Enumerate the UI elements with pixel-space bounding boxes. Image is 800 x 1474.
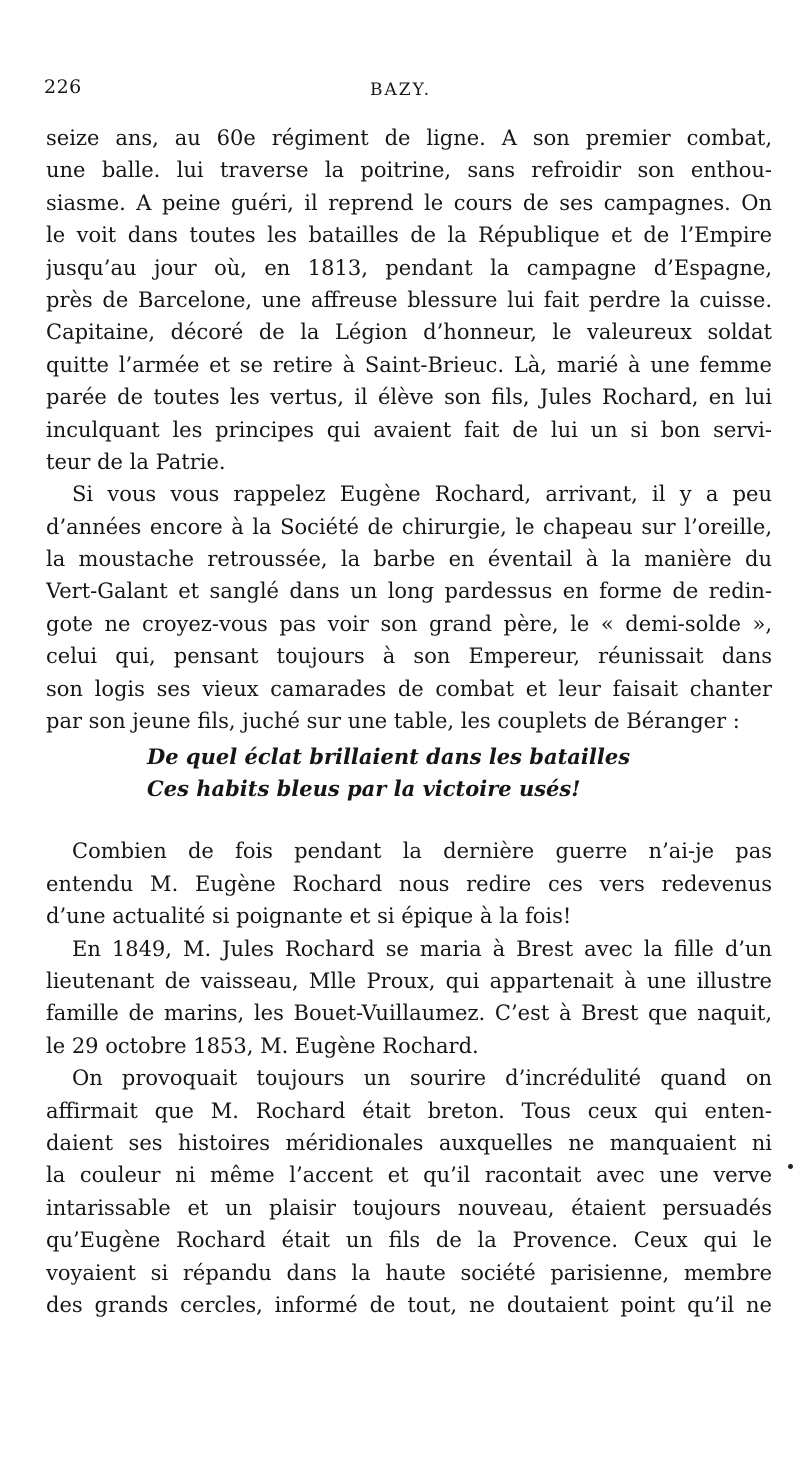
text-line: le voit dans toutes les batailles de la République et de l’Empire xyxy=(46,223,772,248)
text-line: intarissable et un plaisir toujours nouveau, étaient persuadés xyxy=(46,1195,772,1220)
text-line: seize ans, au 60e régiment de ligne. A son premier combat, xyxy=(46,126,772,150)
text-line: jusqu’au jour où, en 1813, pendant la campagne d’Espagne, xyxy=(46,255,772,280)
paragraph xyxy=(46,478,772,737)
paragraph xyxy=(46,835,772,932)
text-line: Combien de fois pendant la dernière guerre n’ai-je pas xyxy=(72,839,772,864)
text-line: quitte l’armée et se retire à Saint-Brieuc. Là, marié à une femme xyxy=(46,352,772,377)
text-line: entendu M. Eugène Rochard nous redire ces vers redevenus xyxy=(46,871,772,896)
paragraph xyxy=(46,122,772,478)
text-line: la couleur ni même l’accent et qu’il racontait avec une verve xyxy=(46,1163,772,1188)
text-line: Si vous vous rappelez Eugène Rochard, arrivant, il y a peu xyxy=(72,482,772,507)
text-block-before-verse xyxy=(46,122,772,737)
text-line: des grands cercles, informé de tout, ne doutaient point qu’il ne xyxy=(46,1292,772,1317)
margin-dot xyxy=(788,1164,793,1169)
text-line: le 29 octobre 1853, M. Eugène Rochard. xyxy=(46,1033,479,1058)
text-line: teur de la Patrie. xyxy=(46,449,226,474)
text-line: d’années encore à la Société de chirurgie, le chapeau sur l’oreille, xyxy=(46,514,772,539)
paragraph xyxy=(46,933,772,1063)
text-line: par son jeune fils, juché sur une table, les couplets de Béranger : xyxy=(46,709,740,734)
body-text xyxy=(46,122,772,1321)
page-number: 226 xyxy=(44,76,82,98)
text-line: famille de marins, les Bouet-Vuillaumez. C’est à Brest que naquit, xyxy=(46,1001,772,1026)
text-line: En 1849, M. Jules Rochard se maria à Brest avec la fille d’un xyxy=(72,936,772,961)
text-line: Vert-Galant et sanglé dans un long pardessus en forme de redin- xyxy=(46,579,772,604)
text-line: près de Barcelone, une affreuse blessure lui fait perdre la cuisse. xyxy=(46,287,772,312)
text-line: gote ne croyez-vous pas voir son grand père, le « demi-solde », xyxy=(46,611,772,636)
text-line: siasme. A peine guéri, il reprend le cours de ses campagnes. On xyxy=(46,190,772,215)
text-line: celui qui, pensant toujours à son Empereur, réunissait dans xyxy=(46,644,772,669)
text-line: une balle. lui traverse la poitrine, sans refroidir son enthou- xyxy=(46,158,772,183)
text-line: daient ses histoires méridionales auxquelles ne manquaient ni xyxy=(46,1130,772,1155)
text-line: Capitaine, décoré de la Légion d’honneur, le valeureux soldat xyxy=(46,320,772,345)
text-line: la moustache retroussée, la barbe en éventail à la manière du xyxy=(46,547,772,572)
text-line: lieutenant de vaisseau, Mlle Proux, qui appartenait à une illustre xyxy=(46,968,772,993)
text-block-after-verse xyxy=(46,835,772,1321)
text-line: affirmait que M. Rochard était breton. Tous ceux qui enten- xyxy=(46,1098,772,1123)
text-line: parée de toutes les vertus, il élève son fils, Jules Rochard, en lui xyxy=(46,385,772,410)
text-line: voyaient si répandu dans la haute société parisienne, membre xyxy=(46,1260,772,1285)
paragraph xyxy=(46,1062,772,1321)
text-line: On provoquait toujours un sourire d’incrédulité quand on xyxy=(72,1066,772,1091)
verse-line: De quel éclat brillaient dans les batailles xyxy=(147,744,631,770)
text-line: inculquant les principes qui avaient fait de lui un si bon servi- xyxy=(46,417,772,442)
verse-line: Ces habits bleus par la victoire usés! xyxy=(147,776,581,802)
text-line: d’une actualité si poignante et si épique à la fois! xyxy=(46,904,572,929)
text-line: qu’Eugène Rochard était un fils de la Provence. Ceux qui le xyxy=(46,1228,772,1253)
running-head: BAZY. xyxy=(370,80,432,100)
text-line: son logis ses vieux camarades de combat et leur faisait chanter xyxy=(46,676,772,701)
